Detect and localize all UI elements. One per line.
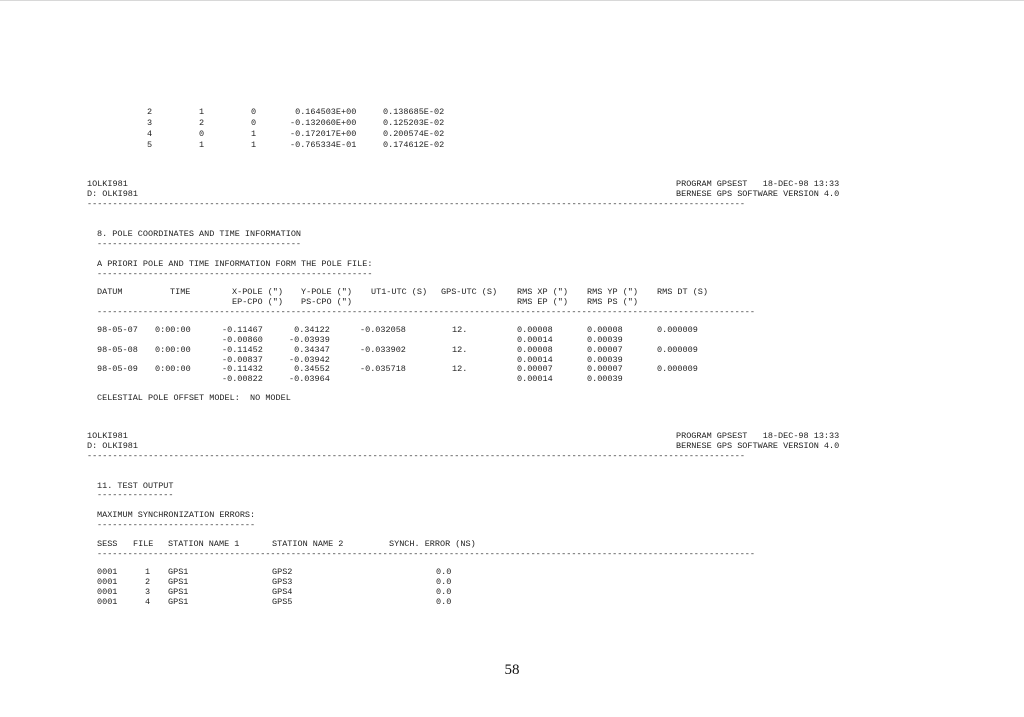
- job-dir: D: OLKI981: [87, 441, 139, 451]
- index-cell: 3: [147, 118, 153, 128]
- value-cell: -0.765334E-01: [290, 140, 357, 150]
- rmsyp-cell: 0.00007: [587, 345, 623, 355]
- col-header-xpole: X-POLE ("): [232, 287, 284, 297]
- job-dir: D: OLKI981: [87, 189, 139, 199]
- gps-cell: 12.: [452, 345, 468, 355]
- job-id: 1OLKI981: [87, 431, 128, 441]
- subtitle: MAXIMUM SYNCHRONIZATION ERRORS:: [97, 510, 256, 520]
- station1-cell: GPS1: [168, 567, 189, 577]
- rmsep-cell: 0.00014: [517, 374, 553, 384]
- index-cell: 4: [147, 129, 153, 139]
- col-header-rmsep: RMS EP ("): [517, 297, 569, 307]
- subtitle: A PRIORI POLE AND TIME INFORMATION FORM THE POLE FILE:: [97, 259, 373, 269]
- pscpo-cell: -0.03942: [289, 355, 330, 365]
- ypole-cell: 0.34347: [289, 345, 330, 355]
- degree-cell: 0: [251, 118, 257, 128]
- job-id: 1OLKI981: [87, 179, 128, 189]
- col-header-rmsyp: RMS YP ("): [587, 287, 639, 297]
- rmsyp-cell: 0.00007: [587, 364, 623, 374]
- station1-cell: GPS1: [168, 577, 189, 587]
- station2-cell: GPS4: [272, 587, 293, 597]
- pscpo-cell: -0.03964: [289, 374, 330, 384]
- pscpo-cell: -0.03939: [289, 335, 330, 345]
- table-rule: ---------------------------------------------------------------------------------------------------------------------------------: [97, 307, 756, 317]
- software-version: BERNESE GPS SOFTWARE VERSION 4.0: [676, 441, 840, 451]
- rmsyp-cell: 0.00008: [587, 325, 623, 335]
- rmsxp-cell: 0.00008: [517, 345, 553, 355]
- col-header-datum: DATUM: [97, 287, 123, 297]
- col-header-gps: GPS-UTC (S): [441, 287, 498, 297]
- value-cell: 0.164503E+00: [290, 107, 357, 117]
- rmsep-cell: 0.00014: [517, 335, 553, 345]
- order-cell: 2: [199, 118, 205, 128]
- header-rule: ---------------------------------------------------------------------------------------------------------------------------------: [87, 199, 746, 209]
- error-cell: 0.0: [436, 577, 452, 587]
- rmsdt-cell: 0.000009: [657, 345, 698, 355]
- col-header-pscpo: PS-CPO ("): [301, 297, 353, 307]
- rms-cell: 0.200574E-02: [383, 129, 445, 139]
- degree-cell: 1: [251, 129, 257, 139]
- sess-cell: 0001: [97, 577, 118, 587]
- index-cell: 5: [147, 140, 153, 150]
- ut1-cell: -0.035718: [360, 364, 406, 374]
- ypole-cell: 0.34122: [289, 325, 330, 335]
- program-info: PROGRAM GPSEST 18-DEC-98 13:33: [676, 179, 840, 189]
- sess-cell: 0001: [97, 587, 118, 597]
- rmsps-cell: 0.00039: [587, 355, 623, 365]
- file-cell: 1: [145, 567, 151, 577]
- celestial-offset-model: CELESTIAL POLE OFFSET MODEL: NO MODEL: [97, 393, 291, 403]
- rms-cell: 0.125203E-02: [383, 118, 445, 128]
- time-cell: 0:00:00: [155, 345, 191, 355]
- file-cell: 3: [145, 587, 151, 597]
- ut1-cell: -0.033902: [360, 345, 406, 355]
- rmsdt-cell: 0.000009: [657, 364, 698, 374]
- epcpo-cell: -0.00837: [222, 355, 263, 365]
- col-header-epcpo: EP-CPO ("): [232, 297, 284, 307]
- col-header-time: TIME: [170, 287, 191, 297]
- ypole-cell: 0.34552: [289, 364, 330, 374]
- col-header-rmsps: RMS PS ("): [587, 297, 639, 307]
- order-cell: 0: [199, 129, 205, 139]
- col-header-file: FILE: [133, 539, 154, 549]
- station2-cell: GPS3: [272, 577, 293, 587]
- sess-cell: 0001: [97, 567, 118, 577]
- rms-cell: 0.138685E-02: [383, 107, 445, 117]
- index-cell: 2: [147, 107, 153, 117]
- title-underline: ---------------: [97, 490, 174, 500]
- rmsep-cell: 0.00014: [517, 355, 553, 365]
- rmsdt-cell: 0.000009: [657, 325, 698, 335]
- program-info: PROGRAM GPSEST 18-DEC-98 13:33: [676, 431, 840, 441]
- col-header-rmsdt: RMS DT (S): [657, 287, 709, 297]
- col-header-sess: SESS: [97, 539, 118, 549]
- col-header-ut1: UT1-UTC (S): [371, 287, 428, 297]
- epcpo-cell: -0.00860: [222, 335, 263, 345]
- datum-cell: 98-05-07: [97, 325, 138, 335]
- software-version: BERNESE GPS SOFTWARE VERSION 4.0: [676, 189, 840, 199]
- rmsxp-cell: 0.00008: [517, 325, 553, 335]
- gps-cell: 12.: [452, 364, 468, 374]
- col-header-ypole: Y-POLE ("): [301, 287, 353, 297]
- error-cell: 0.0: [436, 587, 452, 597]
- error-cell: 0.0: [436, 567, 452, 577]
- station1-cell: GPS1: [168, 587, 189, 597]
- col-header-station1: STATION NAME 1: [168, 539, 240, 549]
- subtitle-underline: ------------------------------------------------------: [97, 269, 373, 279]
- subtitle-underline: -------------------------------: [97, 520, 256, 530]
- table-rule: ---------------------------------------------------------------------------------------------------------------------------------: [97, 549, 756, 559]
- col-header-synch-error: SYNCH. ERROR (NS): [389, 539, 476, 549]
- file-cell: 2: [145, 577, 151, 587]
- rmsps-cell: 0.00039: [587, 335, 623, 345]
- sess-cell: 0001: [97, 597, 118, 607]
- scan-top-edge: [0, 0, 1024, 1]
- degree-cell: 0: [251, 107, 257, 117]
- order-cell: 1: [199, 140, 205, 150]
- col-header-rmsxp: RMS XP ("): [517, 287, 569, 297]
- page-number: 58: [504, 662, 520, 678]
- datum-cell: 98-05-08: [97, 345, 138, 355]
- xpole-cell: -0.11432: [222, 364, 263, 374]
- file-cell: 4: [145, 597, 151, 607]
- datum-cell: 98-05-09: [97, 364, 138, 374]
- title-underline: ----------------------------------------: [97, 239, 302, 249]
- value-cell: -0.172017E+00: [290, 129, 357, 139]
- xpole-cell: -0.11467: [222, 325, 263, 335]
- degree-cell: 1: [251, 140, 257, 150]
- station2-cell: GPS2: [272, 567, 293, 577]
- station1-cell: GPS1: [168, 597, 189, 607]
- value-cell: -0.132060E+00: [290, 118, 357, 128]
- rmsps-cell: 0.00039: [587, 374, 623, 384]
- header-rule: ---------------------------------------------------------------------------------------------------------------------------------: [87, 451, 746, 461]
- col-header-station2: STATION NAME 2: [272, 539, 344, 549]
- error-cell: 0.0: [436, 597, 452, 607]
- section-title: 8. POLE COORDINATES AND TIME INFORMATION: [97, 229, 302, 239]
- rmsxp-cell: 0.00007: [517, 364, 553, 374]
- xpole-cell: -0.11452: [222, 345, 263, 355]
- order-cell: 1: [199, 107, 205, 117]
- epcpo-cell: -0.00822: [222, 374, 263, 384]
- section-title: 11. TEST OUTPUT: [97, 481, 174, 491]
- ut1-cell: -0.032058: [360, 325, 406, 335]
- time-cell: 0:00:00: [155, 325, 191, 335]
- gps-cell: 12.: [452, 325, 468, 335]
- rms-cell: 0.174612E-02: [383, 140, 445, 150]
- time-cell: 0:00:00: [155, 364, 191, 374]
- station2-cell: GPS5: [272, 597, 293, 607]
